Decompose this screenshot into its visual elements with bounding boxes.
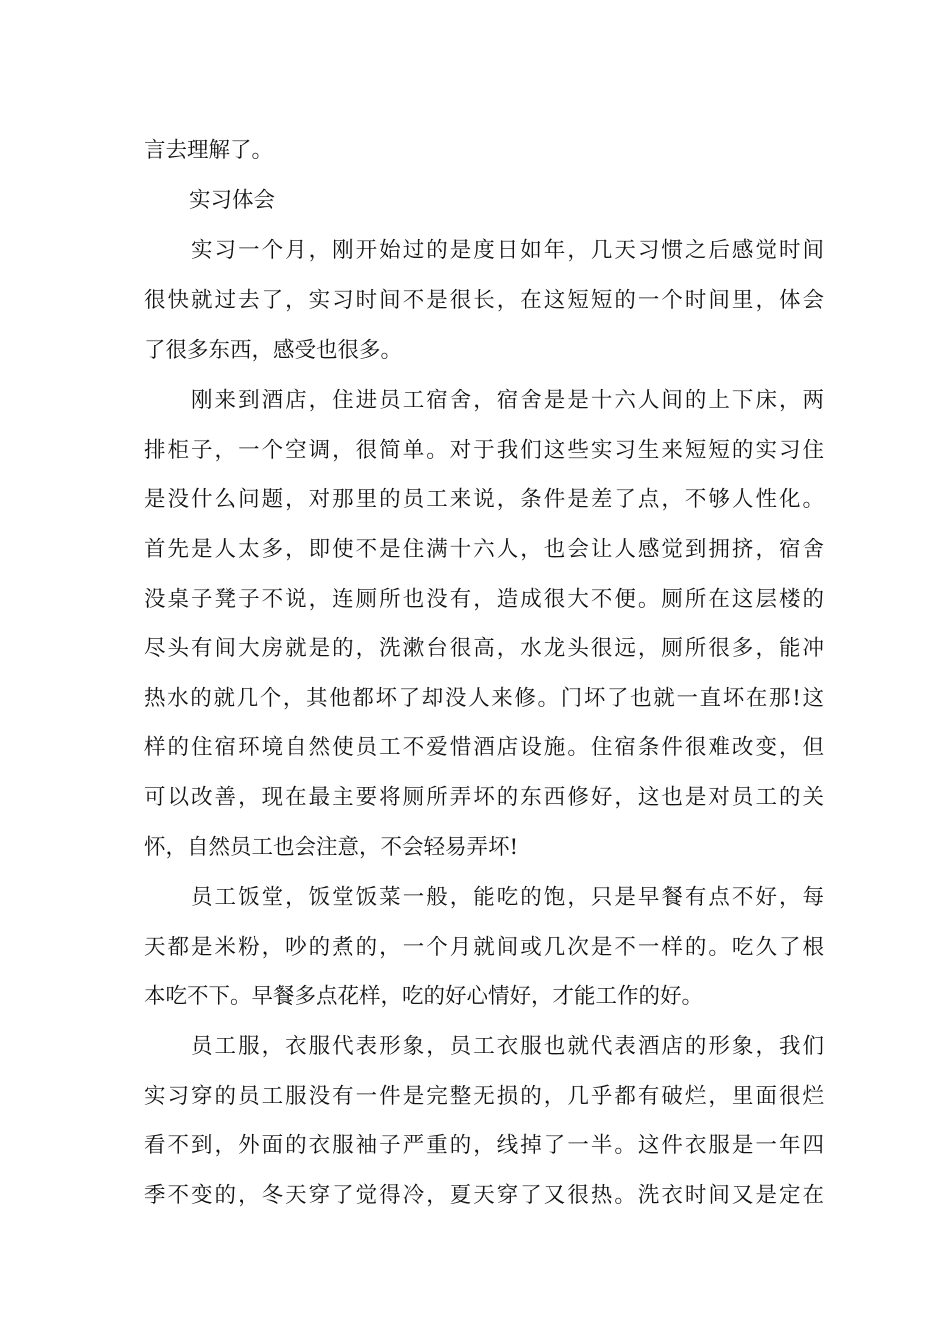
paragraph-line: 是没什么问题，对那里的员工来说，条件是差了点，不够人性化。	[144, 487, 824, 512]
section-heading: 实习体会	[189, 188, 276, 213]
paragraph-line: 可以改善，现在最主要将厕所弄坏的东西修好，这也是对员工的关	[144, 785, 824, 810]
paragraph-line: 看不到，外面的衣服袖子严重的，线掉了一半。这件衣服是一年四	[144, 1133, 824, 1158]
paragraph-line: 刚来到酒店，住进员工宿舍，宿舍是是十六人间的上下床，两	[144, 388, 824, 413]
paragraph-line: 热水的就几个，其他都坏了却没人来修。门坏了也就一直坏在那!这	[144, 686, 824, 711]
paragraph-line: 很快就过去了，实习时间不是很长，在这短短的一个时间里，体会	[144, 288, 824, 313]
paragraph-line: 本吃不下。早餐多点花样，吃的好心情好，才能工作的好。	[144, 984, 704, 1009]
paragraph-line: 员工饭堂，饭堂饭菜一般，能吃的饱，只是早餐有点不好，每	[144, 885, 824, 910]
paragraph-line: 样的住宿环境自然使员工不爱惜酒店设施。住宿条件很难改变，但	[144, 735, 824, 760]
paragraph-line: 天都是米粉，吵的煮的，一个月就间或几次是不一样的。吃久了根	[144, 935, 824, 960]
paragraph-line: 季不变的，冬天穿了觉得冷，夏天穿了又很热。洗衣时间又是定在	[144, 1183, 824, 1208]
paragraph-line: 尽头有间大房就是的，洗漱台很高，水龙头很远，厕所很多，能冲	[144, 636, 824, 661]
paragraph-line: 实习穿的员工服没有一件是完整无损的，几乎都有破烂，里面很烂	[144, 1084, 824, 1109]
paragraph-line: 了很多东西，感受也很多。	[144, 338, 403, 363]
paragraph-line: 怀，自然员工也会注意，不会轻易弄坏!	[144, 835, 519, 860]
paragraph-line: 实习一个月，刚开始过的是度日如年，几天习惯之后感觉时间	[144, 238, 824, 263]
paragraph-line: 排柜子，一个空调，很简单。对于我们这些实习生来短短的实习住	[144, 438, 824, 463]
paragraph-line: 没桌子凳子不说，连厕所也没有，造成很大不便。厕所在这层楼的	[144, 587, 824, 612]
paragraph-line: 员工服，衣服代表形象，员工衣服也就代表酒店的形象，我们	[144, 1034, 824, 1059]
opening-line: 言去理解了。	[144, 138, 274, 163]
paragraph-line: 首先是人太多，即使不是住满十六人，也会让人感觉到拥挤，宿舍	[144, 537, 824, 562]
